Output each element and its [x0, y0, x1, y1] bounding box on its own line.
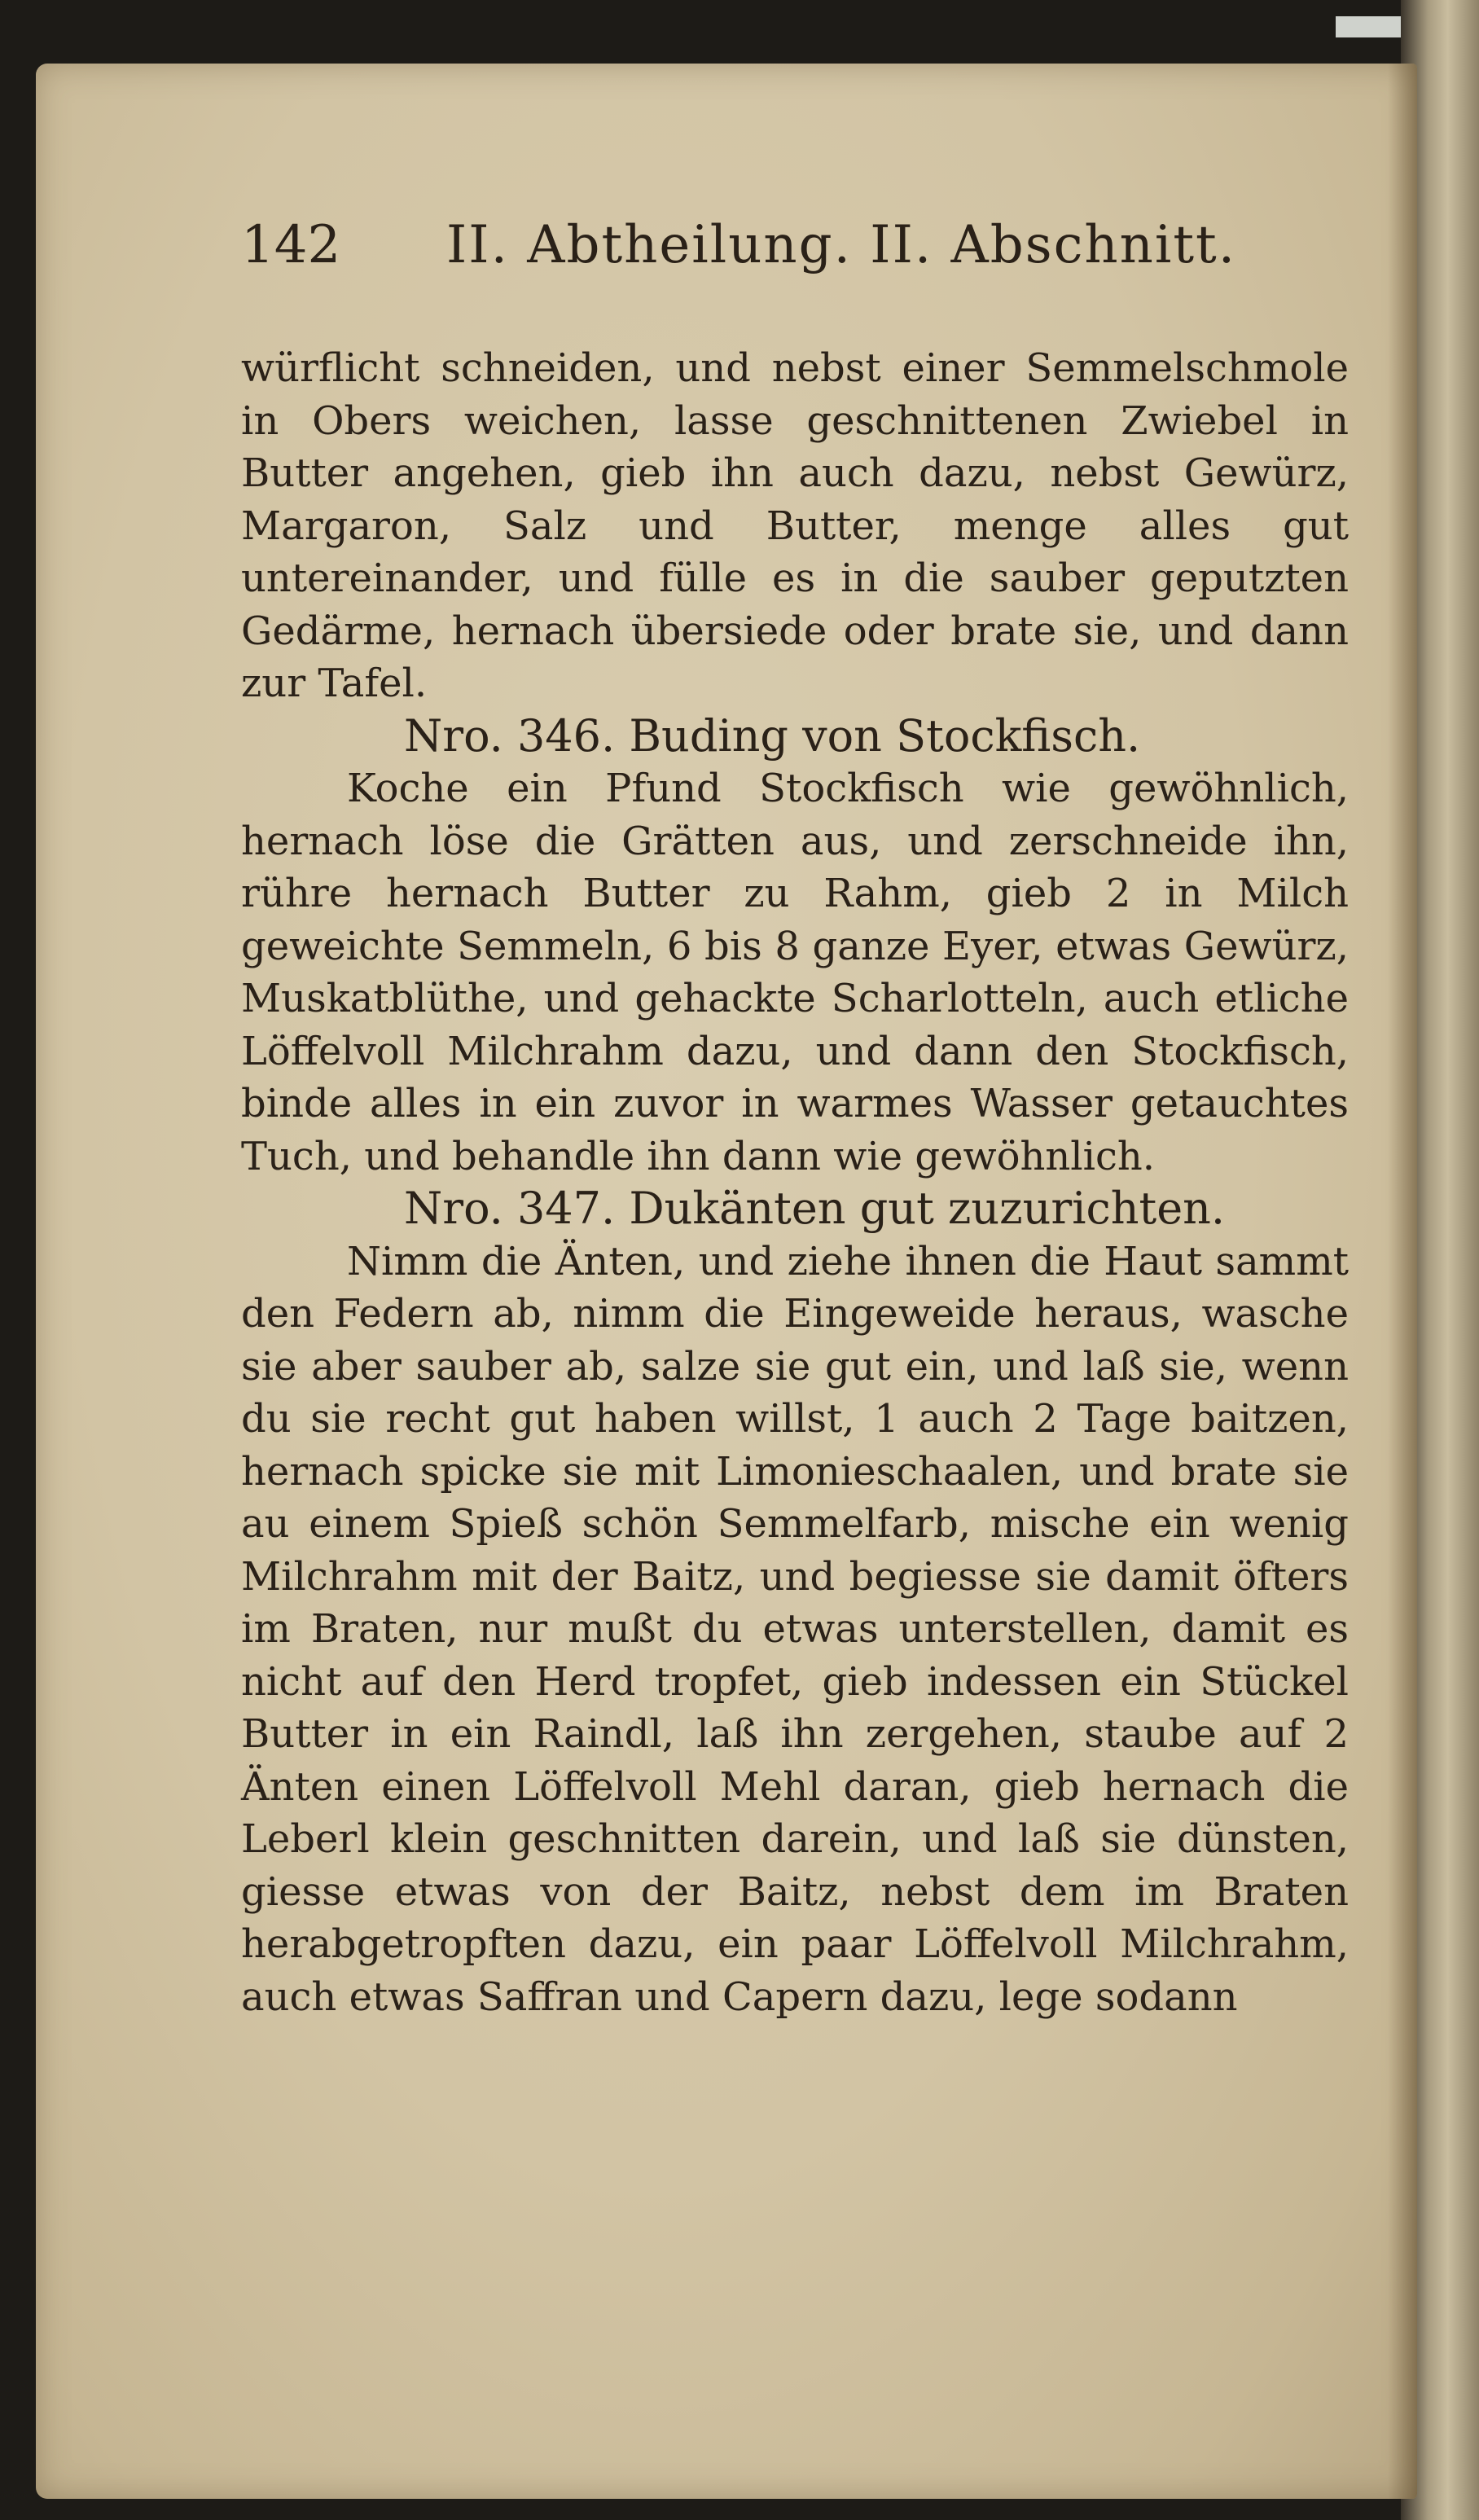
page-header: [241, 163, 1324, 293]
page-number: 142: [241, 215, 341, 275]
page-body-text: [241, 342, 1349, 2023]
paragraph-continuation: würflicht schneiden, und nebst einer Semmelschmole in Obers weichen, lasse geschnittenen Zwiebel in Butter angehen, gieb ihn auch dazu, nebst Gewürz, Margaron, Salz und Butter, menge alles gut untereinander, und fülle es in die sauber geputzten Gedärme, hernach übersiede oder brate sie, und dann zur Tafel.: [241, 345, 1349, 706]
running-head: II. Abtheilung. II. Abschnitt.: [446, 215, 1237, 275]
recipe-heading-347: Nro. 347. Dukänten gut zuzurichten.: [404, 1183, 1226, 1234]
recipe-heading-346: Nro. 346. Buding von Stockfisch.: [404, 709, 1141, 762]
recipe-body-347: Nimm die Änten, und ziehe ihnen die Haut sammt den Federn ab, nimm die Eingeweide heraus, wasche sie aber sauber ab, salze sie gut ein, und laß sie, wenn du sie recht gut haben willst, 1 auch 2 Tage baitzen, hernach spicke sie mit Limonieschaalen, und brate sie au einem Spieß schön Semmelfarb, mische ein wenig Milchrahm mit der Baitz, und begiesse sie damit öfters im Braten, nur mußt du etwas unterstellen, damit es nicht auf den Herd tropfet, gieb indessen ein Stückel Butter in ein Raindl, laß ihn zergehen, staube auf 2 Änten einen Löffelvoll Mehl daran, gieb hernach die Leberl klein geschnitten darein, und laß sie dünsten, giesse etwas von der Baitz, nebst dem im Braten herabgetropften dazu, ein paar Löffelvoll Milchrahm, auch etwas Saffran und Capern dazu, lege sodann: [241, 1238, 1349, 2020]
page-gutter-shadow: [1388, 64, 1417, 2499]
recipe-body-346: Koche ein Pfund Stockfisch wie gewöhnlich, hernach löse die Grätten aus, und zerschneide ihn, rühre hernach Butter zu Rahm, gieb 2 in Milch geweichte Semmeln, 6 bis 8 ganze Eyer, etwas Gewürz, Muskatblüthe, und gehackte Scharlotteln, auch etliche Löffelvoll Milchrahm dazu, und dann den Stockfisch, binde alles in ein zuvor in warmes Wasser getauchtes Tuch, und behandle ihn dann wie gewöhnlich.: [241, 766, 1349, 1179]
